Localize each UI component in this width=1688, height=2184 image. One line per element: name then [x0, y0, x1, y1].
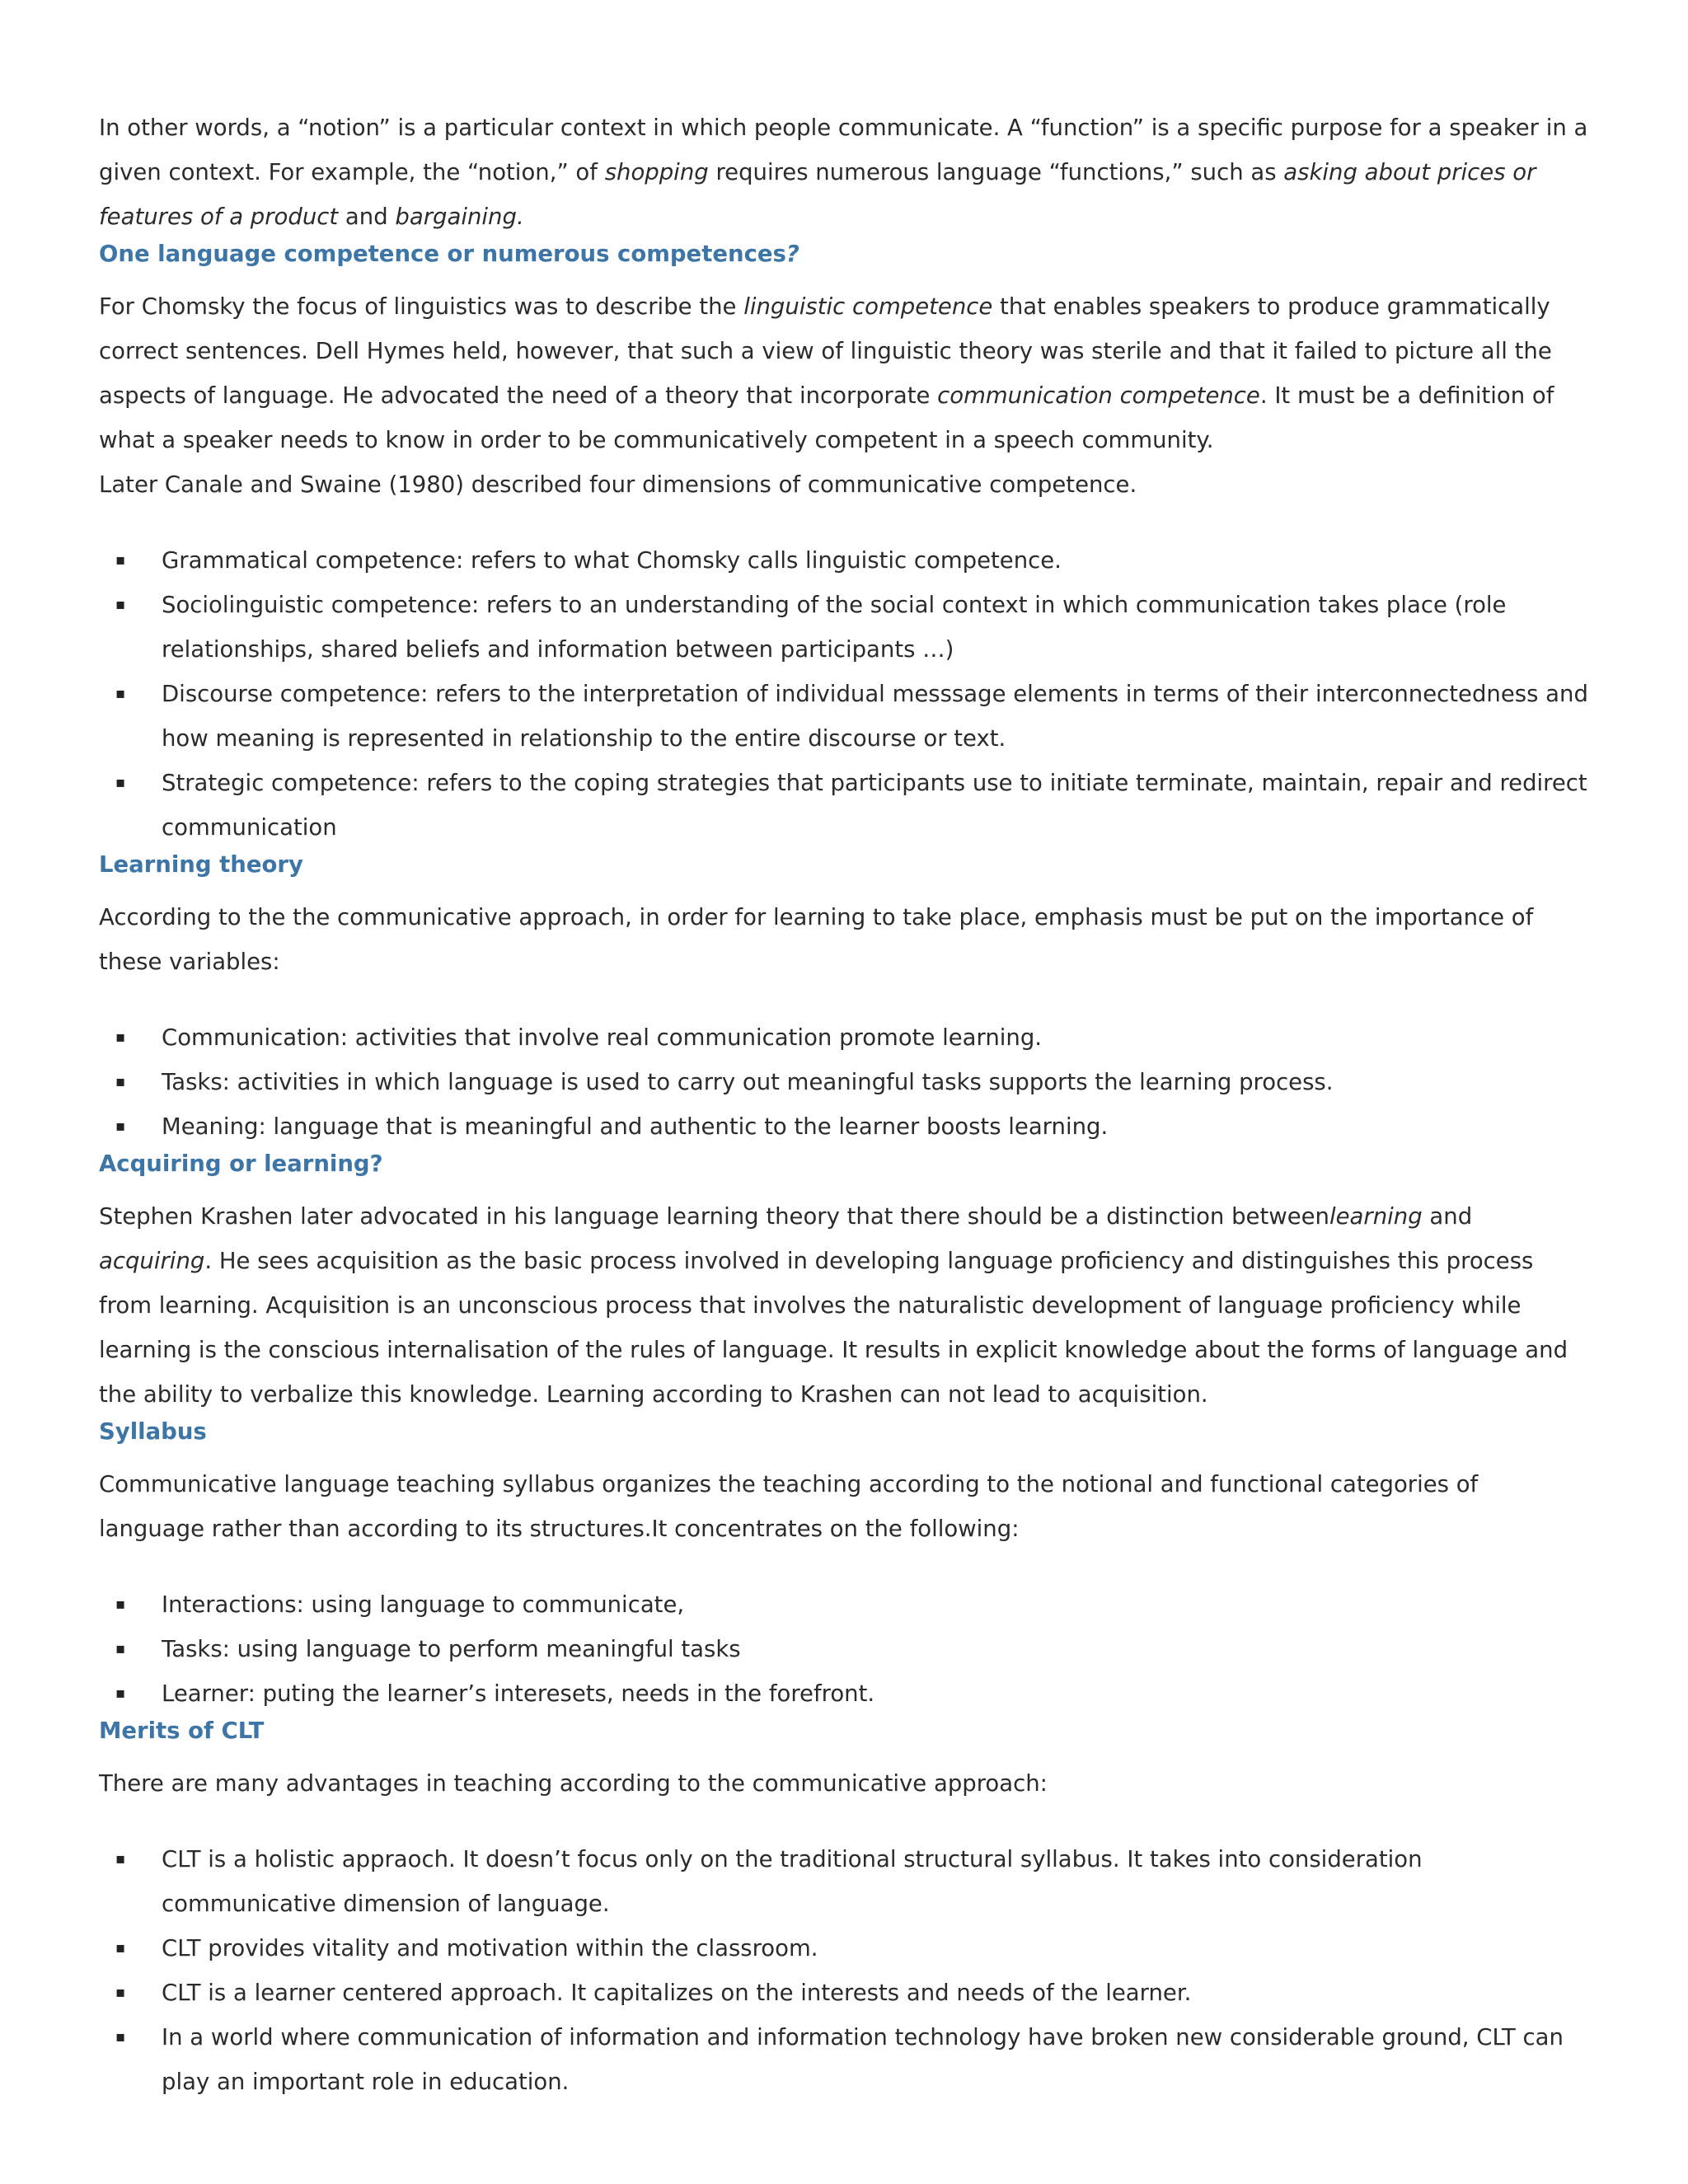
learning-paragraph: According to the the communicative approach, in order for learning to take place, emphasis must be put on the importance of these variables: — [99, 904, 1534, 975]
bullet-icon: ▪ — [115, 1640, 126, 1657]
list-item: ▪ Grammatical competence: refers to what Chomsky calls linguistic competence. — [99, 538, 1591, 583]
bullet-icon: ▪ — [115, 551, 126, 569]
heading-learning-theory: Learning theory — [99, 851, 303, 878]
list-item: ▪ Tasks: activities in which language is used to carry out meaningful tasks supports the learning process. — [99, 1060, 1591, 1104]
bullet-icon: ▪ — [115, 1984, 126, 2001]
heading-acquiring: Acquiring or learning? — [99, 1151, 383, 1177]
list-item: ▪ CLT provides vitality and motivation within the classroom. — [99, 1926, 1591, 1971]
bullet-icon: ▪ — [115, 1850, 126, 1868]
bullet-icon: ▪ — [115, 685, 126, 702]
bullet-icon: ▪ — [115, 2028, 126, 2046]
bullet-icon: ▪ — [115, 1939, 126, 1957]
list-item: ▪ CLT is a learner centered approach. It capitalizes on the interests and needs of the learner. — [99, 1971, 1591, 2015]
list-item: ▪ Meaning: language that is meaningful and authentic to the learner boosts learning. — [99, 1104, 1591, 1149]
competence-paragraph-2: Later Canale and Swaine (1980) described four dimensions of communicative competence. — [99, 471, 1137, 498]
bullet-icon: ▪ — [115, 1685, 126, 1702]
list-item: ▪ Interactions: using language to communicate, — [99, 1582, 1591, 1627]
list-item: ▪ Discourse competence: refers to the interpretation of individual messsage elements in terms of their interconnectedness and how meaning is represented in relationship to the entire discourse or text. — [99, 672, 1591, 761]
bullet-icon: ▪ — [115, 1029, 126, 1046]
bullet-icon: ▪ — [115, 1118, 126, 1135]
list-item: ▪ CLT is a holistic appraoch. It doesn’t focus only on the traditional structural syllabus. It takes into consideration communicative dimension of language. — [99, 1837, 1591, 1926]
bullet-icon: ▪ — [115, 1073, 126, 1090]
document-page — [99, 105, 1591, 2104]
list-item: ▪ Communication: activities that involve real communication promote learning. — [99, 1015, 1591, 1060]
list-item: ▪ Sociolinguistic competence: refers to an understanding of the social context in which communication takes place (role relationships, shared beliefs and information between participants …) — [99, 583, 1591, 672]
bullet-icon: ▪ — [115, 596, 126, 613]
intro-paragraph: In other words, a “notion” is a particular context in which people communicate. A “function” is a specific purpose for a speaker in a given context. For example, the “notion,” of shopping requires numerous language “functions,” such as asking about prices or features of a product and bargaining. — [99, 115, 1588, 230]
competence-paragraph: For Chomsky the focus of linguistics was to describe the linguistic competence that enables speakers to produce grammatically correct sentences. Dell Hymes held, however, that such a view of linguistic theory was sterile and that it failed to picture all the aspects of language. He advocated the need of a theory that incorporate communication competence. It must be a definition of what a speaker needs to know in order to be communicatively competent in a speech community. — [99, 293, 1554, 453]
bullet-icon: ▪ — [115, 1596, 126, 1613]
syllabus-paragraph: Communicative language teaching syllabus organizes the teaching according to the notional and functional categories of language rather than according to its structures.It concentrates on the following: — [99, 1471, 1479, 1542]
list-item: ▪ In a world where communication of information and information technology have broken new considerable ground, CLT can play an important role in education. — [99, 2015, 1591, 2104]
syllabus-list — [99, 1582, 1591, 1716]
competence-list — [99, 538, 1591, 850]
heading-syllabus: Syllabus — [99, 1418, 207, 1445]
heading-merits: Merits of CLT — [99, 1718, 265, 1744]
bullet-icon: ▪ — [115, 774, 126, 791]
merits-paragraph: There are many advantages in teaching according to the communicative approach: — [99, 1770, 1048, 1797]
learning-list — [99, 1015, 1591, 1149]
heading-competence: One language competence or numerous competences? — [99, 241, 799, 267]
list-item: ▪ Learner: puting the learner’s interesets, needs in the forefront. — [99, 1671, 1591, 1716]
acquiring-paragraph: Stephen Krashen later advocated in his language learning theory that there should be a distinction betweenlearning and acquiring. He sees acquisition as the basic process involved in developing language proficiency and distinguishes this process from learning. Acquisition is an unconscious process that involves the naturalistic development of language proficiency while learning is the conscious internalisation of the rules of language. It results in explicit knowledge about the forms of language and the ability to verbalize this knowledge. Learning according to Krashen can not lead to acquisition. — [99, 1203, 1568, 1408]
list-item: ▪ Tasks: using language to perform meaningful tasks — [99, 1627, 1591, 1671]
list-item: ▪ Strategic competence: refers to the coping strategies that participants use to initiate terminate, maintain, repair and redirect communication — [99, 761, 1591, 850]
merits-list — [99, 1837, 1591, 2104]
